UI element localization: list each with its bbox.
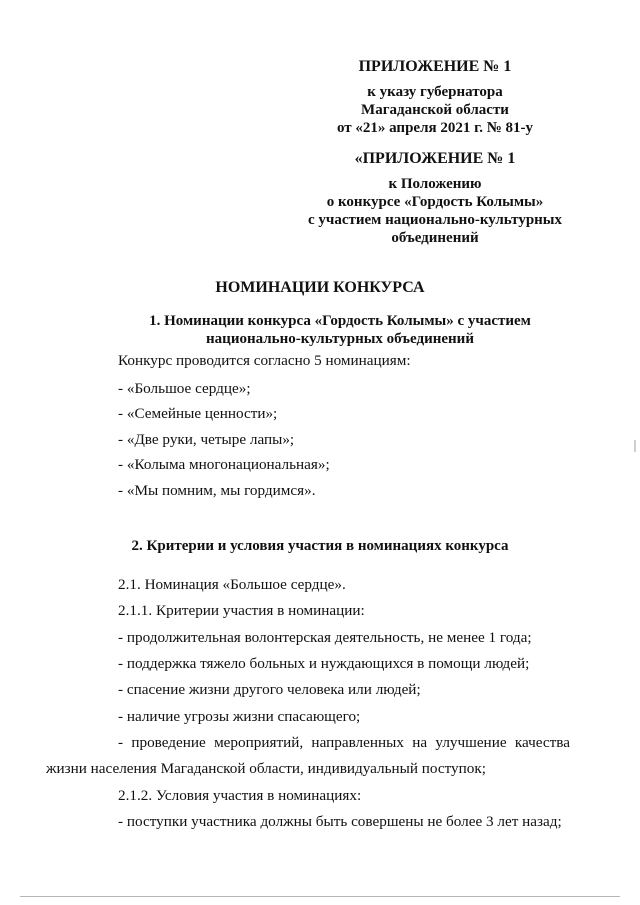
inner-appendix-line-4: объединений: [391, 230, 479, 246]
scan-bottom-edge: [20, 896, 620, 897]
nomination-item: - «Мы помним, мы гордимся».: [118, 482, 316, 499]
paragraph-2-1: 2.1. Номинация «Большое сердце».: [118, 576, 346, 593]
criteria-item: - спасение жизни другого человека или людей;: [118, 681, 421, 698]
nomination-item: - «Две руки, четыре лапы»;: [118, 431, 295, 448]
inner-appendix-line-2: о конкурсе «Гордость Колымы»: [326, 194, 544, 210]
condition-item: - поступки участника должны быть совершены не более 3 лет назад;: [118, 813, 562, 830]
scan-margin-mark: [634, 440, 636, 452]
appendix-line-3: от «21» апреля 2021 г. № 81-у: [336, 120, 534, 136]
appendix-line-1: к указу губернатора: [367, 84, 503, 100]
nomination-item: - «Колыма многонациональная»;: [118, 456, 330, 473]
main-title: НОМИНАЦИИ КОНКУРСА: [215, 279, 425, 296]
criteria-item-multiline-second: жизни населения Магаданской области, индивидуальный поступок;: [46, 760, 486, 777]
section-2-heading: 2. Критерии и условия участия в номинациях конкурса: [131, 538, 509, 554]
criteria-item-multiline-first: - проведение мероприятий, направленных на улучшение качества: [118, 734, 570, 751]
paragraph-2-1-1: 2.1.1. Критерии участия в номинации:: [118, 602, 365, 619]
nomination-item: - «Большое сердце»;: [118, 380, 251, 397]
inner-appendix-line-3: с участием национально-культурных: [307, 212, 563, 228]
section-1-intro: Конкурс проводится согласно 5 номинациям:: [118, 352, 411, 369]
criteria-item: - наличие угрозы жизни спасающего;: [118, 708, 361, 725]
appendix-line-2: Магаданской области: [361, 102, 509, 118]
criteria-item: - продолжительная волонтерская деятельность, не менее 1 года;: [118, 629, 532, 646]
nomination-item: - «Семейные ценности»;: [118, 405, 278, 422]
section-1-heading-line-2: национально-культурных объединений: [206, 331, 474, 347]
section-1-heading: [100, 312, 580, 348]
appendix-header: [290, 58, 580, 247]
section-1-heading-line-1: 1. Номинации конкурса «Гордость Колымы» с участием: [149, 313, 531, 329]
criteria-item: - поддержка тяжело больных и нуждающихся в помощи людей;: [118, 655, 530, 672]
paragraph-2-1-2: 2.1.2. Условия участия в номинациях:: [118, 787, 362, 804]
inner-appendix-line-1: к Положению: [388, 176, 482, 192]
inner-appendix-title: «ПРИЛОЖЕНИЕ № 1: [354, 150, 516, 167]
appendix-title: ПРИЛОЖЕНИЕ № 1: [358, 58, 512, 75]
